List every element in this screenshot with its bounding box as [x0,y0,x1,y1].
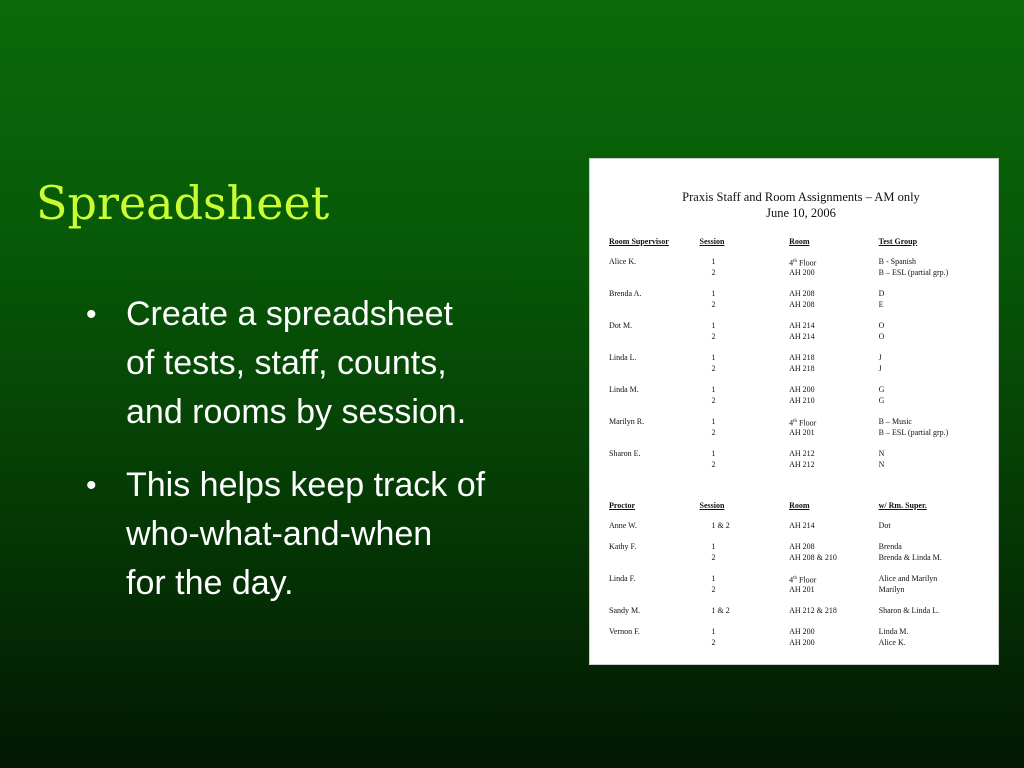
cell-session: 2 [711,332,716,341]
cell-room: AH 208 [789,300,815,309]
row-spacer [609,563,998,573]
cell-room: AH 200 [789,268,815,277]
row-spacer [609,511,998,520]
table-row [609,267,998,278]
row-spacer [609,595,998,605]
spreadsheet-image [589,158,999,665]
table-row [609,637,998,648]
cell-room: 4th Floor [789,418,817,428]
cell-group: B - Spanish [878,257,916,266]
cell-room-superscript: th [793,576,797,581]
cell-name: Dot M. [609,321,633,330]
cell-room: AH 208 & 210 [789,553,837,562]
table-row [609,427,998,438]
cell-room: AH 214 [789,321,815,330]
cell-room: AH 200 [789,385,815,394]
cell-group: Sharon & Linda L. [878,606,940,615]
row-spacer [609,616,998,626]
cell-group: G [878,396,885,405]
bullet-item [86,461,586,608]
cell-session: 1 [711,385,716,394]
row-spacer [609,278,998,288]
table-row [609,605,998,616]
cell-session: 2 [711,428,716,437]
cell-session: 1 [711,257,716,266]
column-header: Room [789,237,810,246]
cell-session: 1 [711,627,716,636]
cell-name: Linda M. [609,385,639,394]
cell-group: N [878,449,885,458]
table-row [609,384,998,395]
cell-room: 4th Floor [789,258,817,268]
table-row [609,416,998,427]
cell-room: AH 201 [789,428,815,437]
cell-session: 2 [711,553,716,562]
cell-group: Alice and Marilyn [878,574,938,583]
cell-name: Linda F. [609,574,636,583]
supervisor-table [609,236,998,470]
cell-group: J [878,364,882,373]
table-header-row [609,236,998,247]
cell-room: AH 201 [789,585,815,594]
cell-room: AH 200 [789,627,815,636]
cell-session: 2 [711,300,716,309]
cell-group: Linda M. [878,627,909,636]
column-header: Proctor [609,501,636,510]
bullet-dot-icon: • [86,469,97,502]
column-header: Test Group [878,237,918,246]
table-row [609,552,998,563]
cell-group: B – ESL (partial grp.) [878,428,949,437]
cell-room: AH 212 [789,449,815,458]
cell-name: Vernon F. [609,627,640,636]
cell-session: 1 [711,449,716,458]
cell-group: G [878,385,885,394]
cell-room: AH 208 [789,289,815,298]
cell-name [609,552,700,563]
cell-group: Alice K. [878,638,906,647]
cell-group: O [878,332,885,341]
cell-group: B – ESL (partial grp.) [878,268,949,277]
row-spacer [609,438,998,448]
cell-name: Brenda A. [609,289,642,298]
table-row [609,541,998,552]
cell-room: AH 214 [789,332,815,341]
bullet-text: Create a spreadsheet of tests, staff, counts, and rooms by session. [126,295,467,431]
cell-name [609,331,700,342]
cell-room: AH 200 [789,638,815,647]
spreadsheet-title: Praxis Staff and Room Assignments – AM only June 10, 2006 [682,190,920,220]
table-row [609,352,998,363]
bullet-list [86,290,586,632]
cell-room: 4th Floor [789,575,817,585]
cell-session: 1 & 2 [711,606,730,615]
cell-group: Brenda & Linda M. [878,553,942,562]
column-header: Session [699,501,725,510]
cell-name: Marilyn R. [609,417,645,426]
table-row [609,363,998,374]
cell-name: Sandy M. [609,606,641,615]
cell-group: E [878,300,884,309]
cell-room-superscript: th [793,259,797,264]
cell-session: 2 [711,585,716,594]
table-row [609,520,998,531]
bullet-dot-icon: • [86,298,97,331]
cell-session: 1 [711,417,716,426]
cell-room: AH 208 [789,542,815,551]
cell-room: AH 212 [789,460,815,469]
cell-name: Alice K. [609,257,637,266]
cell-session: 1 [711,321,716,330]
cell-group: N [878,460,885,469]
column-header: Session [699,237,725,246]
cell-session: 2 [711,364,716,373]
cell-room-superscript: th [793,419,797,424]
cell-name: Sharon E. [609,449,641,458]
cell-name [609,427,700,438]
cell-session: 1 & 2 [711,521,730,530]
column-header: Room Supervisor [609,237,669,246]
cell-name [609,459,700,470]
cell-name [609,299,700,310]
cell-room: AH 218 [789,353,815,362]
cell-session: 2 [711,638,716,647]
table-row [609,573,998,584]
cell-session: 2 [711,268,716,277]
cell-group: Dot [878,521,891,530]
table-row [609,299,998,310]
cell-name [609,267,700,278]
cell-session: 1 [711,574,716,583]
row-spacer [609,247,998,256]
row-spacer [609,310,998,320]
row-spacer [609,342,998,352]
table-row [609,448,998,459]
table-row [609,256,998,267]
cell-group: Brenda [878,542,902,551]
row-spacer [609,374,998,384]
column-header: w/ Rm. Super. [878,501,927,510]
slide-title: Spreadsheet [36,176,330,230]
cell-session: 2 [711,460,716,469]
cell-room: AH 212 & 218 [789,606,837,615]
cell-group: O [878,321,885,330]
cell-group: D [878,289,885,298]
cell-name [609,363,700,374]
bullet-text: This helps keep track of who-what-and-when for the day. [126,466,486,602]
cell-group: J [878,353,882,362]
cell-room: AH 218 [789,364,815,373]
cell-name [609,637,700,648]
table-row [609,320,998,331]
table-header-row [609,500,998,511]
cell-session: 2 [711,396,716,405]
cell-name: Linda L. [609,353,637,362]
table-row [609,459,998,470]
table-row [609,626,998,637]
bullet-item [86,290,586,437]
row-spacer [609,406,998,416]
cell-name [609,584,700,595]
cell-session: 1 [711,353,716,362]
cell-room: AH 210 [789,396,815,405]
proctor-table [609,500,998,648]
cell-session: 1 [711,289,716,298]
cell-name: Kathy F. [609,542,637,551]
cell-room: AH 214 [789,521,815,530]
table-row [609,288,998,299]
cell-name [609,395,700,406]
table-row [609,395,998,406]
column-header: Room [789,501,810,510]
cell-name: Anne W. [609,521,637,530]
cell-group: Marilyn [878,585,905,594]
cell-session: 1 [711,542,716,551]
cell-group: B – Music [878,417,912,426]
row-spacer [609,531,998,541]
table-row [609,584,998,595]
table-row [609,331,998,342]
